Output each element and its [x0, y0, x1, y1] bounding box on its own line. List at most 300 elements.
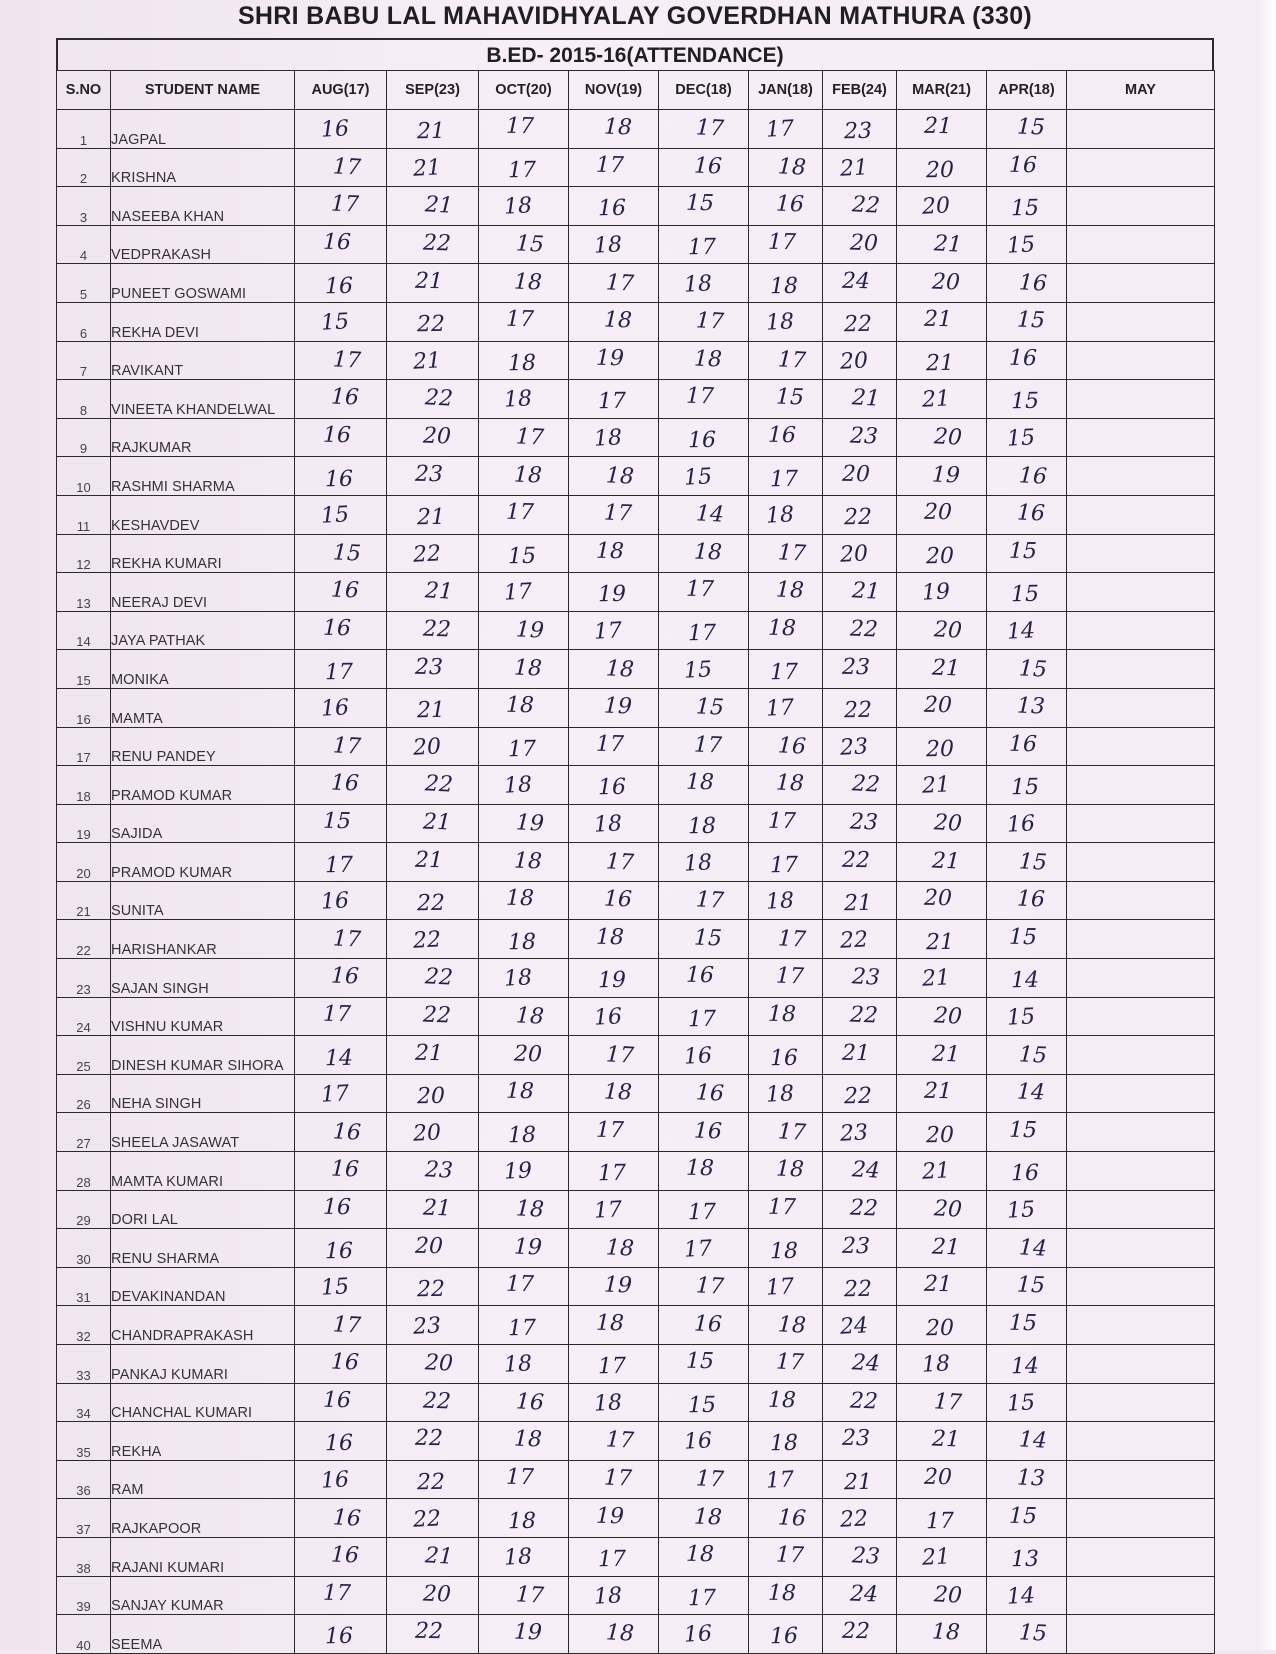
handwritten-count: 15: [1008, 1310, 1037, 1336]
attendance-cell: [479, 1152, 569, 1191]
attendance-cell: [569, 1229, 659, 1268]
attendance-cell: [569, 920, 659, 959]
student-name: MONIKA: [111, 650, 295, 689]
handwritten-count: 15: [1005, 232, 1036, 259]
handwritten-count: 23: [414, 654, 443, 680]
attendance-cell: [295, 380, 387, 419]
attendance-cell: [295, 727, 387, 766]
attendance-cell: [295, 148, 387, 187]
header-row: [57, 71, 1215, 110]
attendance-cell: [897, 1267, 987, 1306]
handwritten-count: 20: [422, 423, 451, 450]
handwritten-count: 18: [931, 1619, 960, 1646]
handwritten-count: 18: [920, 1351, 951, 1379]
handwritten-count: 15: [319, 1274, 350, 1301]
attendance-cell: [987, 1576, 1067, 1615]
attendance-cell: [823, 611, 897, 650]
handwritten-count: 14: [1010, 1354, 1039, 1380]
handwritten-count: 18: [502, 772, 533, 800]
attendance-cell: [749, 418, 823, 457]
handwritten-count: 16: [319, 888, 350, 915]
attendance-cell: [987, 1615, 1067, 1654]
handwritten-count: 17: [687, 620, 716, 647]
attendance-cell: [987, 881, 1067, 920]
attendance-cell: [569, 959, 659, 998]
handwritten-count: 18: [682, 270, 713, 298]
attendance-cell: [987, 1422, 1067, 1461]
table-row: [57, 148, 1215, 187]
handwritten-count: 17: [769, 852, 798, 878]
handwritten-count: 21: [850, 385, 881, 413]
attendance-cell: [823, 650, 897, 689]
student-name: PUNEET GOSWAMI: [111, 264, 295, 303]
handwritten-count: 15: [1010, 196, 1039, 222]
may-cell: [1067, 534, 1215, 573]
handwritten-count: 17: [514, 424, 545, 451]
handwritten-count: 15: [694, 694, 725, 721]
attendance-cell: [479, 1345, 569, 1384]
handwritten-count: 16: [597, 775, 626, 801]
handwritten-count: 18: [502, 386, 533, 414]
may-cell: [1067, 1615, 1215, 1654]
student-name: PANKAJ KUMARI: [111, 1345, 295, 1384]
table-row: [57, 1306, 1215, 1345]
serial-number: 6: [57, 302, 111, 341]
attendance-cell: [823, 1306, 897, 1345]
handwritten-count: 20: [923, 1464, 952, 1491]
attendance-cell: [569, 1383, 659, 1422]
table-row: [57, 187, 1215, 226]
attendance-cell: [479, 1615, 569, 1654]
may-cell: [1067, 148, 1215, 187]
serial-number: 22: [57, 920, 111, 959]
attendance-cell: [749, 1229, 823, 1268]
handwritten-count: 19: [920, 579, 951, 607]
handwritten-count: 17: [592, 618, 623, 645]
handwritten-count: 17: [603, 1465, 632, 1492]
may-cell: [1067, 1460, 1215, 1499]
handwritten-count: 20: [925, 157, 954, 184]
attendance-cell: [479, 688, 569, 727]
attendance-cell: [749, 380, 823, 419]
attendance-cell: [387, 1152, 479, 1191]
attendance-cell: [987, 1036, 1067, 1075]
attendance-cell: [659, 766, 749, 805]
attendance-cell: [295, 457, 387, 496]
attendance-cell: [295, 1460, 387, 1499]
handwritten-count: 17: [597, 1354, 626, 1380]
handwritten-count: 17: [322, 1580, 351, 1607]
handwritten-count: 15: [1010, 775, 1039, 801]
attendance-document: [56, 0, 1214, 1653]
attendance-cell: [569, 457, 659, 496]
may-cell: [1067, 1229, 1215, 1268]
handwritten-count: 16: [319, 695, 350, 722]
attendance-cell: [569, 804, 659, 843]
student-name: REKHA: [111, 1422, 295, 1461]
attendance-cell: [749, 457, 823, 496]
handwritten-count: 21: [423, 192, 454, 220]
student-name: PRAMOD KUMAR: [111, 843, 295, 882]
attendance-cell: [987, 1499, 1067, 1538]
table-row: [57, 959, 1215, 998]
attendance-cell: [749, 1113, 823, 1152]
handwritten-count: 22: [416, 890, 445, 917]
handwritten-count: 23: [841, 654, 870, 680]
handwritten-count: 18: [603, 1079, 632, 1106]
handwritten-count: 21: [925, 350, 954, 377]
handwritten-count: 17: [685, 577, 714, 603]
may-cell: [1067, 457, 1215, 496]
attendance-cell: [569, 1499, 659, 1538]
handwritten-count: 15: [1008, 1117, 1037, 1143]
attendance-cell: [823, 1190, 897, 1229]
handwritten-count: 17: [776, 347, 807, 374]
handwritten-count: 22: [841, 1619, 870, 1645]
handwritten-count: 22: [843, 312, 872, 338]
table-row: [57, 225, 1215, 264]
attendance-cell: [749, 611, 823, 650]
handwritten-count: 16: [693, 153, 722, 180]
attendance-cell: [569, 1267, 659, 1306]
handwritten-count: 15: [319, 309, 350, 336]
handwritten-count: 23: [411, 1312, 442, 1340]
handwritten-count: 17: [685, 384, 714, 410]
table-row: [57, 881, 1215, 920]
attendance-cell: [987, 457, 1067, 496]
attendance-cell: [897, 302, 987, 341]
attendance-cell: [479, 110, 569, 149]
handwritten-count: 18: [592, 232, 623, 259]
attendance-cell: [659, 573, 749, 612]
handwritten-count: 18: [513, 462, 542, 489]
handwritten-count: 20: [416, 1083, 445, 1110]
handwritten-count: 15: [514, 231, 545, 258]
handwritten-count: 24: [850, 1157, 881, 1185]
attendance-cell: [569, 534, 659, 573]
attendance-cell: [387, 1345, 479, 1384]
handwritten-count: 18: [505, 885, 534, 912]
handwritten-count: 16: [330, 963, 359, 990]
handwritten-count: 17: [505, 1464, 534, 1491]
attendance-cell: [897, 187, 987, 226]
attendance-cell: [823, 1267, 897, 1306]
attendance-cell: [569, 1152, 659, 1191]
handwritten-count: 20: [411, 734, 442, 761]
attendance-cell: [569, 1074, 659, 1113]
attendance-cell: [749, 920, 823, 959]
handwritten-count: 18: [764, 1081, 795, 1108]
attendance-cell: [987, 611, 1067, 650]
handwritten-count: 13: [1016, 1465, 1045, 1492]
handwritten-count: 20: [932, 810, 963, 837]
handwritten-count: 17: [592, 1197, 623, 1224]
attendance-cell: [823, 997, 897, 1036]
attendance-cell: [479, 1306, 569, 1345]
attendance-cell: [749, 650, 823, 689]
table-row: [57, 804, 1215, 843]
handwritten-count: 17: [507, 1315, 536, 1341]
may-cell: [1067, 1499, 1215, 1538]
handwritten-count: 22: [843, 504, 872, 531]
table-row: [57, 380, 1215, 419]
handwritten-count: 18: [685, 1156, 714, 1182]
handwritten-count: 15: [1010, 582, 1039, 608]
handwritten-count: 22: [849, 616, 878, 643]
handwritten-count: 17: [693, 732, 722, 759]
handwritten-count: 18: [507, 929, 536, 956]
handwritten-count: 16: [1008, 152, 1037, 179]
may-cell: [1067, 380, 1215, 419]
attendance-cell: [295, 1152, 387, 1191]
handwritten-count: 22: [849, 1388, 878, 1415]
table-row: [57, 766, 1215, 805]
handwritten-count: 17: [767, 808, 796, 835]
may-cell: [1067, 418, 1215, 457]
attendance-cell: [897, 1036, 987, 1075]
handwritten-count: 18: [775, 577, 804, 604]
handwritten-count: 22: [422, 1002, 451, 1029]
handwritten-count: 17: [694, 115, 725, 143]
handwritten-count: 17: [505, 499, 534, 526]
attendance-cell: [823, 225, 897, 264]
attendance-cell: [749, 804, 823, 843]
handwritten-count: 21: [414, 268, 443, 294]
attendance-cell: [479, 187, 569, 226]
handwritten-count: 17: [597, 389, 626, 415]
student-name: RASHMI SHARMA: [111, 457, 295, 496]
attendance-cell: [659, 264, 749, 303]
student-name: RENU PANDEY: [111, 727, 295, 766]
attendance-cell: [659, 1190, 749, 1229]
attendance-cell: [659, 1113, 749, 1152]
handwritten-count: 17: [682, 1235, 713, 1263]
handwritten-count: 17: [687, 1199, 716, 1226]
table-row: [57, 1460, 1215, 1499]
handwritten-count: 18: [604, 462, 635, 490]
table-row: [57, 688, 1215, 727]
handwritten-count: 17: [330, 192, 359, 218]
handwritten-count: 16: [687, 427, 716, 454]
attendance-cell: [387, 1615, 479, 1654]
handwritten-count: 16: [324, 1238, 353, 1264]
table-row: [57, 341, 1215, 380]
attendance-cell: [987, 766, 1067, 805]
handwritten-count: 18: [764, 502, 795, 529]
handwritten-count: 21: [923, 114, 952, 140]
attendance-cell: [569, 766, 659, 805]
attendance-cell: [823, 148, 897, 187]
attendance-cell: [659, 380, 749, 419]
attendance-cell: [749, 1422, 823, 1461]
handwritten-count: 21: [920, 386, 951, 414]
handwritten-count: 16: [1008, 345, 1037, 372]
may-cell: [1067, 688, 1215, 727]
handwritten-count: 19: [595, 345, 624, 372]
handwritten-count: 20: [513, 1041, 542, 1068]
attendance-cell: [387, 110, 479, 149]
handwritten-count: 15: [1017, 848, 1048, 876]
attendance-cell: [987, 1113, 1067, 1152]
attendance-cell: [897, 1460, 987, 1499]
attendance-cell: [479, 843, 569, 882]
attendance-cell: [897, 1152, 987, 1191]
attendance-cell: [897, 418, 987, 457]
handwritten-count: 21: [841, 1040, 870, 1066]
attendance-cell: [387, 611, 479, 650]
handwritten-count: 17: [322, 1001, 351, 1028]
handwritten-count: 17: [331, 154, 362, 181]
handwritten-count: 24: [850, 1350, 881, 1378]
handwritten-count: 17: [775, 963, 804, 990]
handwritten-count: 18: [513, 848, 542, 875]
attendance-cell: [387, 187, 479, 226]
handwritten-count: 17: [507, 736, 536, 763]
attendance-cell: [387, 650, 479, 689]
attendance-cell: [987, 727, 1067, 766]
attendance-cell: [987, 1229, 1067, 1268]
handwritten-count: 22: [411, 1505, 442, 1533]
handwritten-count: 17: [694, 1273, 725, 1300]
serial-number: 7: [57, 341, 111, 380]
handwritten-count: 16: [682, 1621, 713, 1649]
register-subtitle: B.ED- 2015-16(ATTENDANCE): [56, 38, 1214, 70]
attendance-cell: [295, 264, 387, 303]
table-row: [57, 534, 1215, 573]
handwritten-count: 15: [507, 543, 536, 570]
table-row: [57, 1615, 1215, 1654]
attendance-cell: [479, 495, 569, 534]
handwritten-count: 16: [603, 886, 632, 913]
attendance-cell: [897, 1499, 987, 1538]
handwritten-count: 18: [764, 309, 795, 336]
attendance-cell: [479, 302, 569, 341]
table-row: [57, 1036, 1215, 1075]
handwritten-count: 23: [838, 1120, 869, 1147]
attendance-cell: [659, 1422, 749, 1461]
college-title: SHRI BABU LAL MAHAVIDHYALAY GOVERDHAN MATHURA (330): [237, 2, 1033, 30]
attendance-cell: [749, 881, 823, 920]
attendance-cell: [479, 264, 569, 303]
handwritten-count: 15: [1017, 655, 1048, 683]
attendance-cell: [659, 1345, 749, 1384]
attendance-cell: [295, 1499, 387, 1538]
attendance-cell: [387, 1460, 479, 1499]
handwritten-count: 21: [416, 504, 445, 531]
attendance-cell: [823, 1615, 897, 1654]
handwritten-count: 18: [769, 1431, 798, 1457]
handwritten-count: 16: [1008, 731, 1037, 758]
month-header: OCT(20): [479, 71, 569, 110]
serial-number: 40: [57, 1615, 111, 1654]
handwritten-count: 17: [319, 1081, 350, 1108]
month-header: APR(18): [987, 71, 1067, 110]
handwritten-count: 14: [1010, 968, 1039, 994]
handwritten-count: 15: [693, 925, 722, 952]
handwritten-count: 22: [841, 847, 870, 873]
attendance-cell: [823, 688, 897, 727]
may-cell: [1067, 225, 1215, 264]
serial-number: 18: [57, 766, 111, 805]
handwritten-count: 21: [843, 1469, 872, 1496]
handwritten-count: 22: [416, 312, 445, 338]
attendance-cell: [897, 611, 987, 650]
table-row: [57, 1152, 1215, 1191]
serial-number: 14: [57, 611, 111, 650]
attendance-cell: [295, 1113, 387, 1152]
attendance-cell: [387, 766, 479, 805]
handwritten-count: 18: [592, 1390, 623, 1417]
attendance-cell: [479, 766, 569, 805]
handwritten-count: 16: [694, 1080, 725, 1107]
attendance-cell: [659, 1499, 749, 1538]
serial-number: 13: [57, 573, 111, 612]
handwritten-count: 17: [604, 269, 635, 297]
handwritten-count: 16: [324, 466, 353, 492]
attendance-cell: [749, 1460, 823, 1499]
handwritten-count: 17: [604, 848, 635, 876]
handwritten-count: 17: [767, 1194, 796, 1221]
serial-number: 1: [57, 110, 111, 149]
attendance-cell: [479, 1229, 569, 1268]
table-row: [57, 843, 1215, 882]
attendance-cell: [659, 302, 749, 341]
handwritten-count: 22: [422, 1388, 451, 1415]
attendance-cell: [659, 1460, 749, 1499]
handwritten-count: 18: [505, 692, 534, 719]
attendance-cell: [479, 148, 569, 187]
attendance-cell: [823, 341, 897, 380]
student-name: MAMTA: [111, 688, 295, 727]
table-row: [57, 573, 1215, 612]
handwritten-count: 18: [604, 1620, 635, 1648]
attendance-cell: [823, 766, 897, 805]
attendance-cell: [659, 1074, 749, 1113]
attendance-cell: [659, 688, 749, 727]
may-cell: [1067, 650, 1215, 689]
handwritten-count: 17: [331, 347, 362, 374]
table-row: [57, 920, 1215, 959]
handwritten-count: 16: [769, 1045, 798, 1071]
handwritten-count: 17: [694, 1466, 725, 1493]
handwritten-count: 19: [502, 1158, 533, 1186]
attendance-cell: [295, 495, 387, 534]
month-header: MAR(21): [897, 71, 987, 110]
handwritten-count: 17: [604, 1041, 635, 1069]
handwritten-count: 17: [764, 1274, 795, 1301]
attendance-cell: [659, 1152, 749, 1191]
handwritten-count: 16: [319, 116, 350, 144]
serial-number: 29: [57, 1190, 111, 1229]
student-name: SANJAY KUMAR: [111, 1576, 295, 1615]
handwritten-count: 16: [1017, 269, 1048, 297]
handwritten-count: 15: [322, 808, 351, 835]
handwritten-count: 23: [414, 461, 443, 487]
attendance-cell: [659, 534, 749, 573]
attendance-cell: [823, 380, 897, 419]
student-name: JAGPAL: [111, 110, 295, 149]
handwritten-count: 15: [1016, 1272, 1045, 1299]
attendance-cell: [659, 650, 749, 689]
attendance-cell: [295, 881, 387, 920]
handwritten-count: 15: [1008, 1503, 1037, 1529]
attendance-cell: [387, 1036, 479, 1075]
handwritten-count: 14: [1017, 1234, 1048, 1262]
handwritten-count: 20: [414, 1233, 443, 1259]
attendance-cell: [897, 1306, 987, 1345]
table-row: [57, 1422, 1215, 1461]
handwritten-count: 17: [505, 114, 534, 140]
